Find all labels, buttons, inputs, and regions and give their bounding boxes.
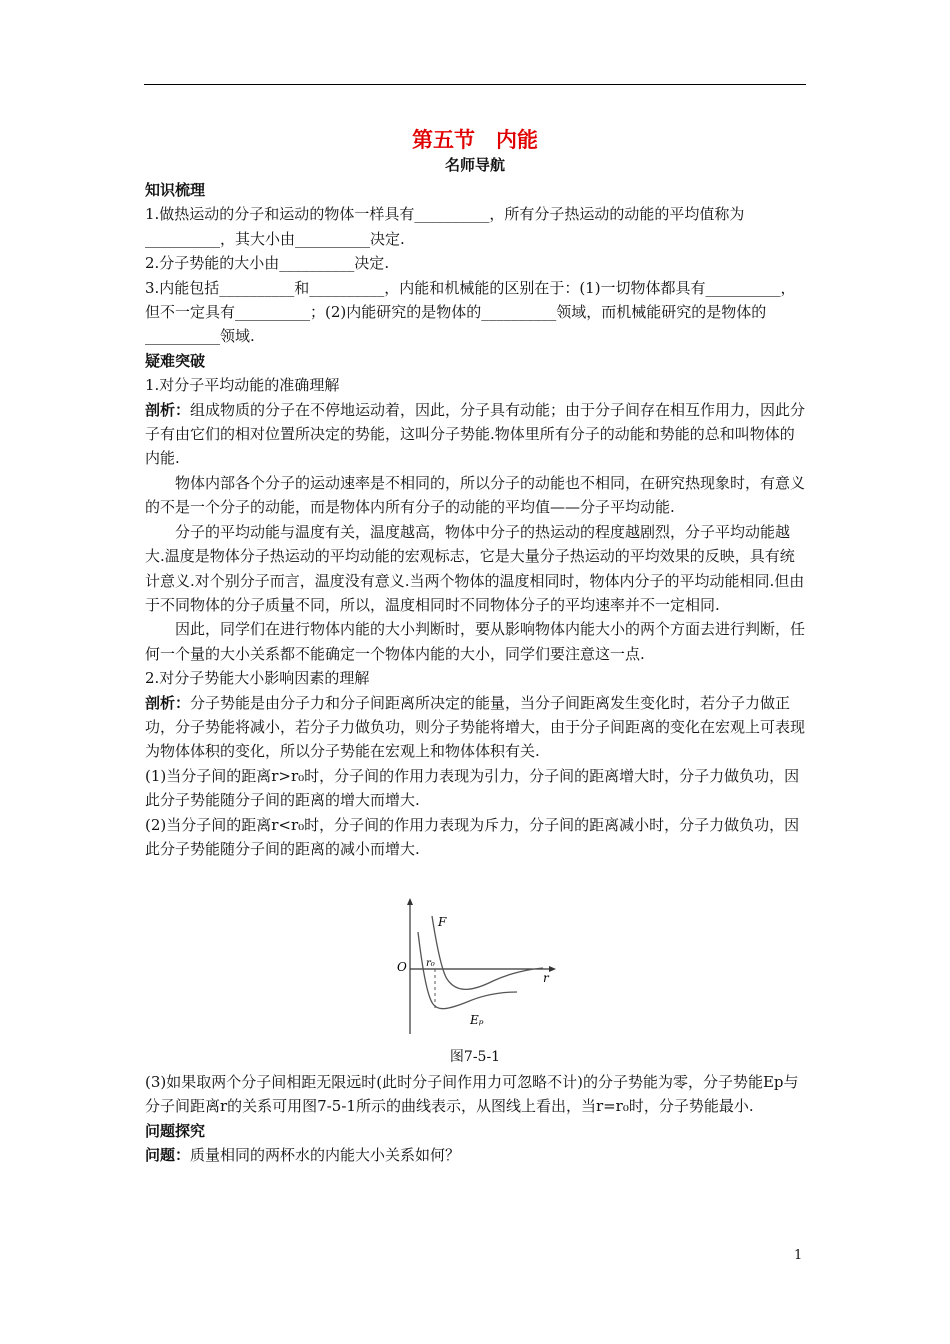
difficulty-item-1-title: 1.对分子平均动能的准确理解: [145, 376, 340, 395]
label-r0: r₀: [426, 958, 435, 969]
difficulty-item-2-para-2: (1)当分子间的距离r>r₀时，分子间的作用力表现为引力，分子间的距离增大时，分子力做负功，因此分子势能随分子间的距离的增大而增大.: [145, 766, 800, 810]
potential-energy-curve: [418, 932, 517, 1009]
knowledge-item-2: 2.分子势能的大小由__________决定.: [145, 254, 390, 273]
y-axis-arrow: [407, 898, 413, 905]
page-number: 1: [794, 1248, 803, 1263]
difficulty-item-1-para-1: 剖析：组成物质的分子在不停地运动着，因此，分子具有动能；由于分子间存在相互作用力，因此分子有由它们的相对位置所决定的势能，这叫分子势能.物体里所有分子的动能和势能的总和叫物体的内能.: [145, 400, 806, 468]
label-O: O: [397, 960, 407, 974]
knowledge-item-1: 1.做热运动的分子和运动的物体一样具有__________，所有分子热运动的动能的平均值称为__________，其大小由__________决定.: [145, 205, 745, 248]
difficulty-item-2-para-3: (2)当分子间的距离r<r₀时，分子间的作用力表现为斥力，分子间的距离减小时，分子力做负功，因此分子势能随分子间的距离的减小而增大.: [145, 815, 800, 858]
figure-caption: 图7-5-1: [449, 1049, 501, 1065]
difficulty-item-2-para-4: (3)如果取两个分子间相距无限远时(此时分子间作用力可忽略不计)的分子势能为零，分子势能Ep与分子间距离r的关系可用图7-5-1所示的曲线表示，从图线上看出，当r=r₀时，分子势能最小.: [145, 1073, 799, 1116]
difficulty-item-2-para-1: 剖析：分子势能是由分子力和分子间距离所决定的能量，当分子间距离发生变化时，若分子力做正功，分子势能将减小，若分子力做负功，则分子势能将增大，由于分子间距离的变化在宏观上可表现为物体体积的变化，所以分子势能在宏观上和物体体积有关.: [145, 693, 806, 761]
force-potential-diagram: [395, 896, 565, 1036]
question: 问题：质量相同的两杯水的内能大小关系如何？: [145, 1146, 461, 1165]
question-label: 问题：: [145, 1146, 191, 1165]
section-heading-difficulties: 疑难突破: [145, 351, 206, 370]
label-F: F: [438, 915, 447, 929]
main-content-continued: [145, 1070, 807, 1168]
page-title: 第五节 内能: [412, 128, 538, 152]
force-curve: [432, 916, 543, 989]
label-Ep: Eₚ: [470, 1013, 484, 1027]
difficulty-item-2-title: 2.对分子势能大小影响因素的理解: [145, 669, 370, 688]
page-subtitle: 名师导航: [444, 156, 505, 174]
difficulty-item-1-para-3: 分子的平均动能与温度有关，温度越高，物体中分子的热运动的程度越剧烈，分子平均动能越大.温度是物体分子热运动的平均动能的宏观标志，它是大量分子热运动的平均效果的反映，具有统计意义.对个别分子而言，温度没有意义.当两个物体的温度相同时，物体内分子的平均动能相同.但由于不同物体的分子质量不同，所以，温度相同时不同物体分子的平均速率并不一定相同.: [145, 522, 805, 614]
analysis-label: 剖析：: [145, 693, 191, 712]
main-content: [145, 178, 807, 861]
difficulty-item-1-para-2: 物体内部各个分子的运动速率是不相同的，所以分子的动能也不相同，在研究热现象时，有意义的不是一个分子的动能，而是物体内所有分子的动能的平均值——分子平均动能.: [145, 473, 806, 517]
section-heading-exploration: 问题探究: [145, 1121, 206, 1140]
difficulty-item-1-para-4: 因此，同学们在进行物体内能的大小判断时，要从影响物体内能大小的两个方面去进行判断，任何一个量的大小关系都不能确定一个物体内能的大小，同学们要注意这一点.: [145, 620, 806, 663]
label-r: r: [543, 971, 549, 985]
analysis-label: 剖析：: [145, 400, 191, 419]
knowledge-item-3: 3.内能包括__________和__________，内能和机械能的区别在于：(1)一切物体都具有__________，但不一定具有__________；(2)内能研究的是物体的__________领域，而机械能研究的是物体的__________领域.: [145, 278, 796, 346]
x-axis-arrow: [549, 966, 556, 972]
header-rule: [144, 84, 806, 85]
section-heading-knowledge: 知识梳理: [145, 181, 206, 199]
